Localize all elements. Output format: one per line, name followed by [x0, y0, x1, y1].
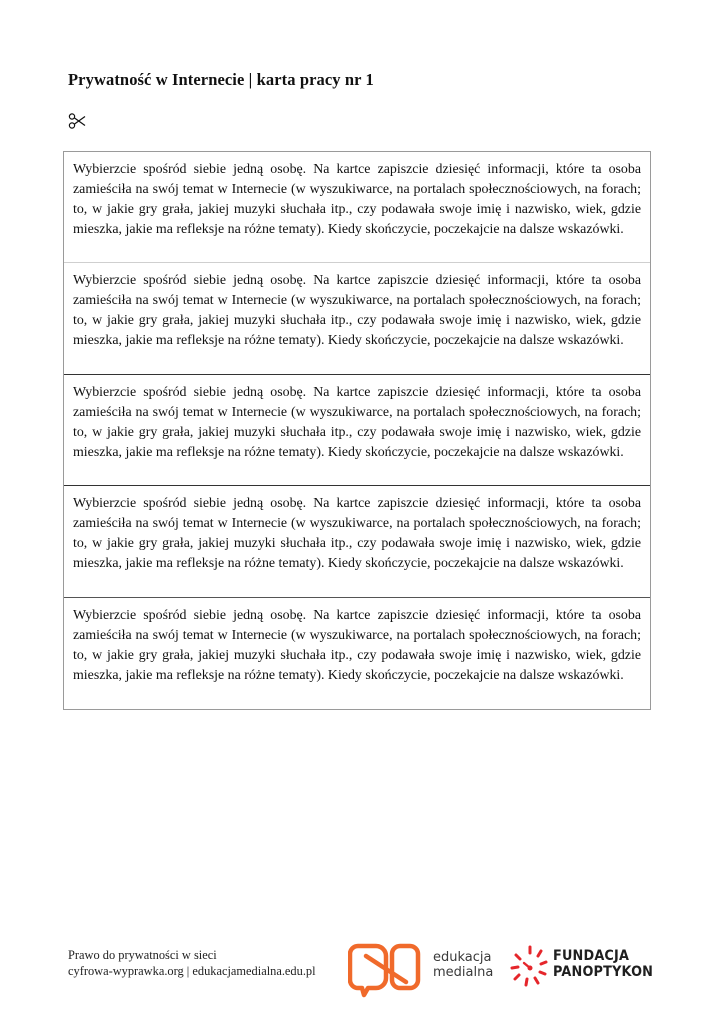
page-title: Prywatność w Internecie | karta pracy nr 1: [68, 70, 374, 89]
cut-out-cards: [63, 151, 651, 710]
footer-title: Prawo do prywatności w sieci: [68, 948, 217, 962]
card-text-1: Wybierzcie spośród siebie jedną osobę. Na kartce zapiszcie dziesięć informacji, które ta osoba zamieściła na swój temat w Internecie (w wyszukiwarce, na portalach społecznościowych, na forach; to, w jakie gry grała, jakiej muzyki słuchała itp., czy podawała swoje imię i nazwisko, wiek, gdzie mieszka, jakie ma refleksje na różne tematy). Kiedy skończycie, poczekajcie na dalsze wskazówki.: [64, 152, 650, 263]
card-text-4: Wybierzcie spośród siebie jedną osobę. Na kartce zapiszcie dziesięć informacji, które ta osoba zamieściła na swój temat w Internecie (w wyszukiwarce, na portalach społecznościowych, na forach; to, w jakie gry grała, jakiej muzyki słuchała itp., czy podawała swoje imię i nazwisko, wiek, gdzie mieszka, jakie ma refleksje na różne tematy). Kiedy skończycie, poczekajcie na dalsze wskazówki.: [64, 486, 650, 597]
fundacja-word: FUNDACJA: [553, 947, 630, 964]
edukacja-medialna-wordmark: [433, 950, 493, 980]
footer-credits: [68, 947, 316, 979]
card-text-5: Wybierzcie spośród siebie jedną osobę. Na kartce zapiszcie dziesięć informacji, które ta osoba zamieściła na swój temat w Internecie (w wyszukiwarce, na portalach społecznościowych, na forach; to, w jakie gry grała, jakiej muzyki słuchała itp., czy podawała swoje imię i nazwisko, wiek, gdzie mieszka, jakie ma refleksje na różne tematy). Kiedy skończycie, poczekajcie na dalsze wskazówki.: [73, 607, 641, 683]
footer-links: cyfrowa-wyprawka.org | edukacjamedialna.edu.pl: [68, 964, 316, 978]
medialna-word: medialna: [433, 965, 494, 980]
edukacja-word: edukacja: [433, 950, 492, 965]
panoptykon-word: PANOPTYKON: [553, 963, 654, 980]
scissors-icon: [68, 112, 88, 130]
card-text-2: Wybierzcie spośród siebie jedną osobę. Na kartce zapiszcie dziesięć informacji, które ta osoba zamieściła na swój temat w Internecie (w wyszukiwarce, na portalach społecznościowych, na forach; to, w jakie gry grała, jakiej muzyki słuchała itp., czy podawała swoje imię i nazwisko, wiek, gdzie mieszka, jakie ma refleksje na różne tematy). Kiedy skończycie, poczekajcie na dalsze wskazówki.: [64, 263, 650, 374]
panoptykon-wordmark: [553, 948, 653, 980]
card-text-3: Wybierzcie spośród siebie jedną osobę. Na kartce zapiszcie dziesięć informacji, które ta osoba zamieściła na swój temat w Internecie (w wyszukiwarce, na portalach społecznościowych, na forach; to, w jakie gry grała, jakiej muzyki słuchała itp., czy podawała swoje imię i nazwisko, wiek, gdzie mieszka, jakie ma refleksje na różne tematy). Kiedy skończycie, poczekajcie na dalsze wskazówki.: [64, 375, 650, 486]
